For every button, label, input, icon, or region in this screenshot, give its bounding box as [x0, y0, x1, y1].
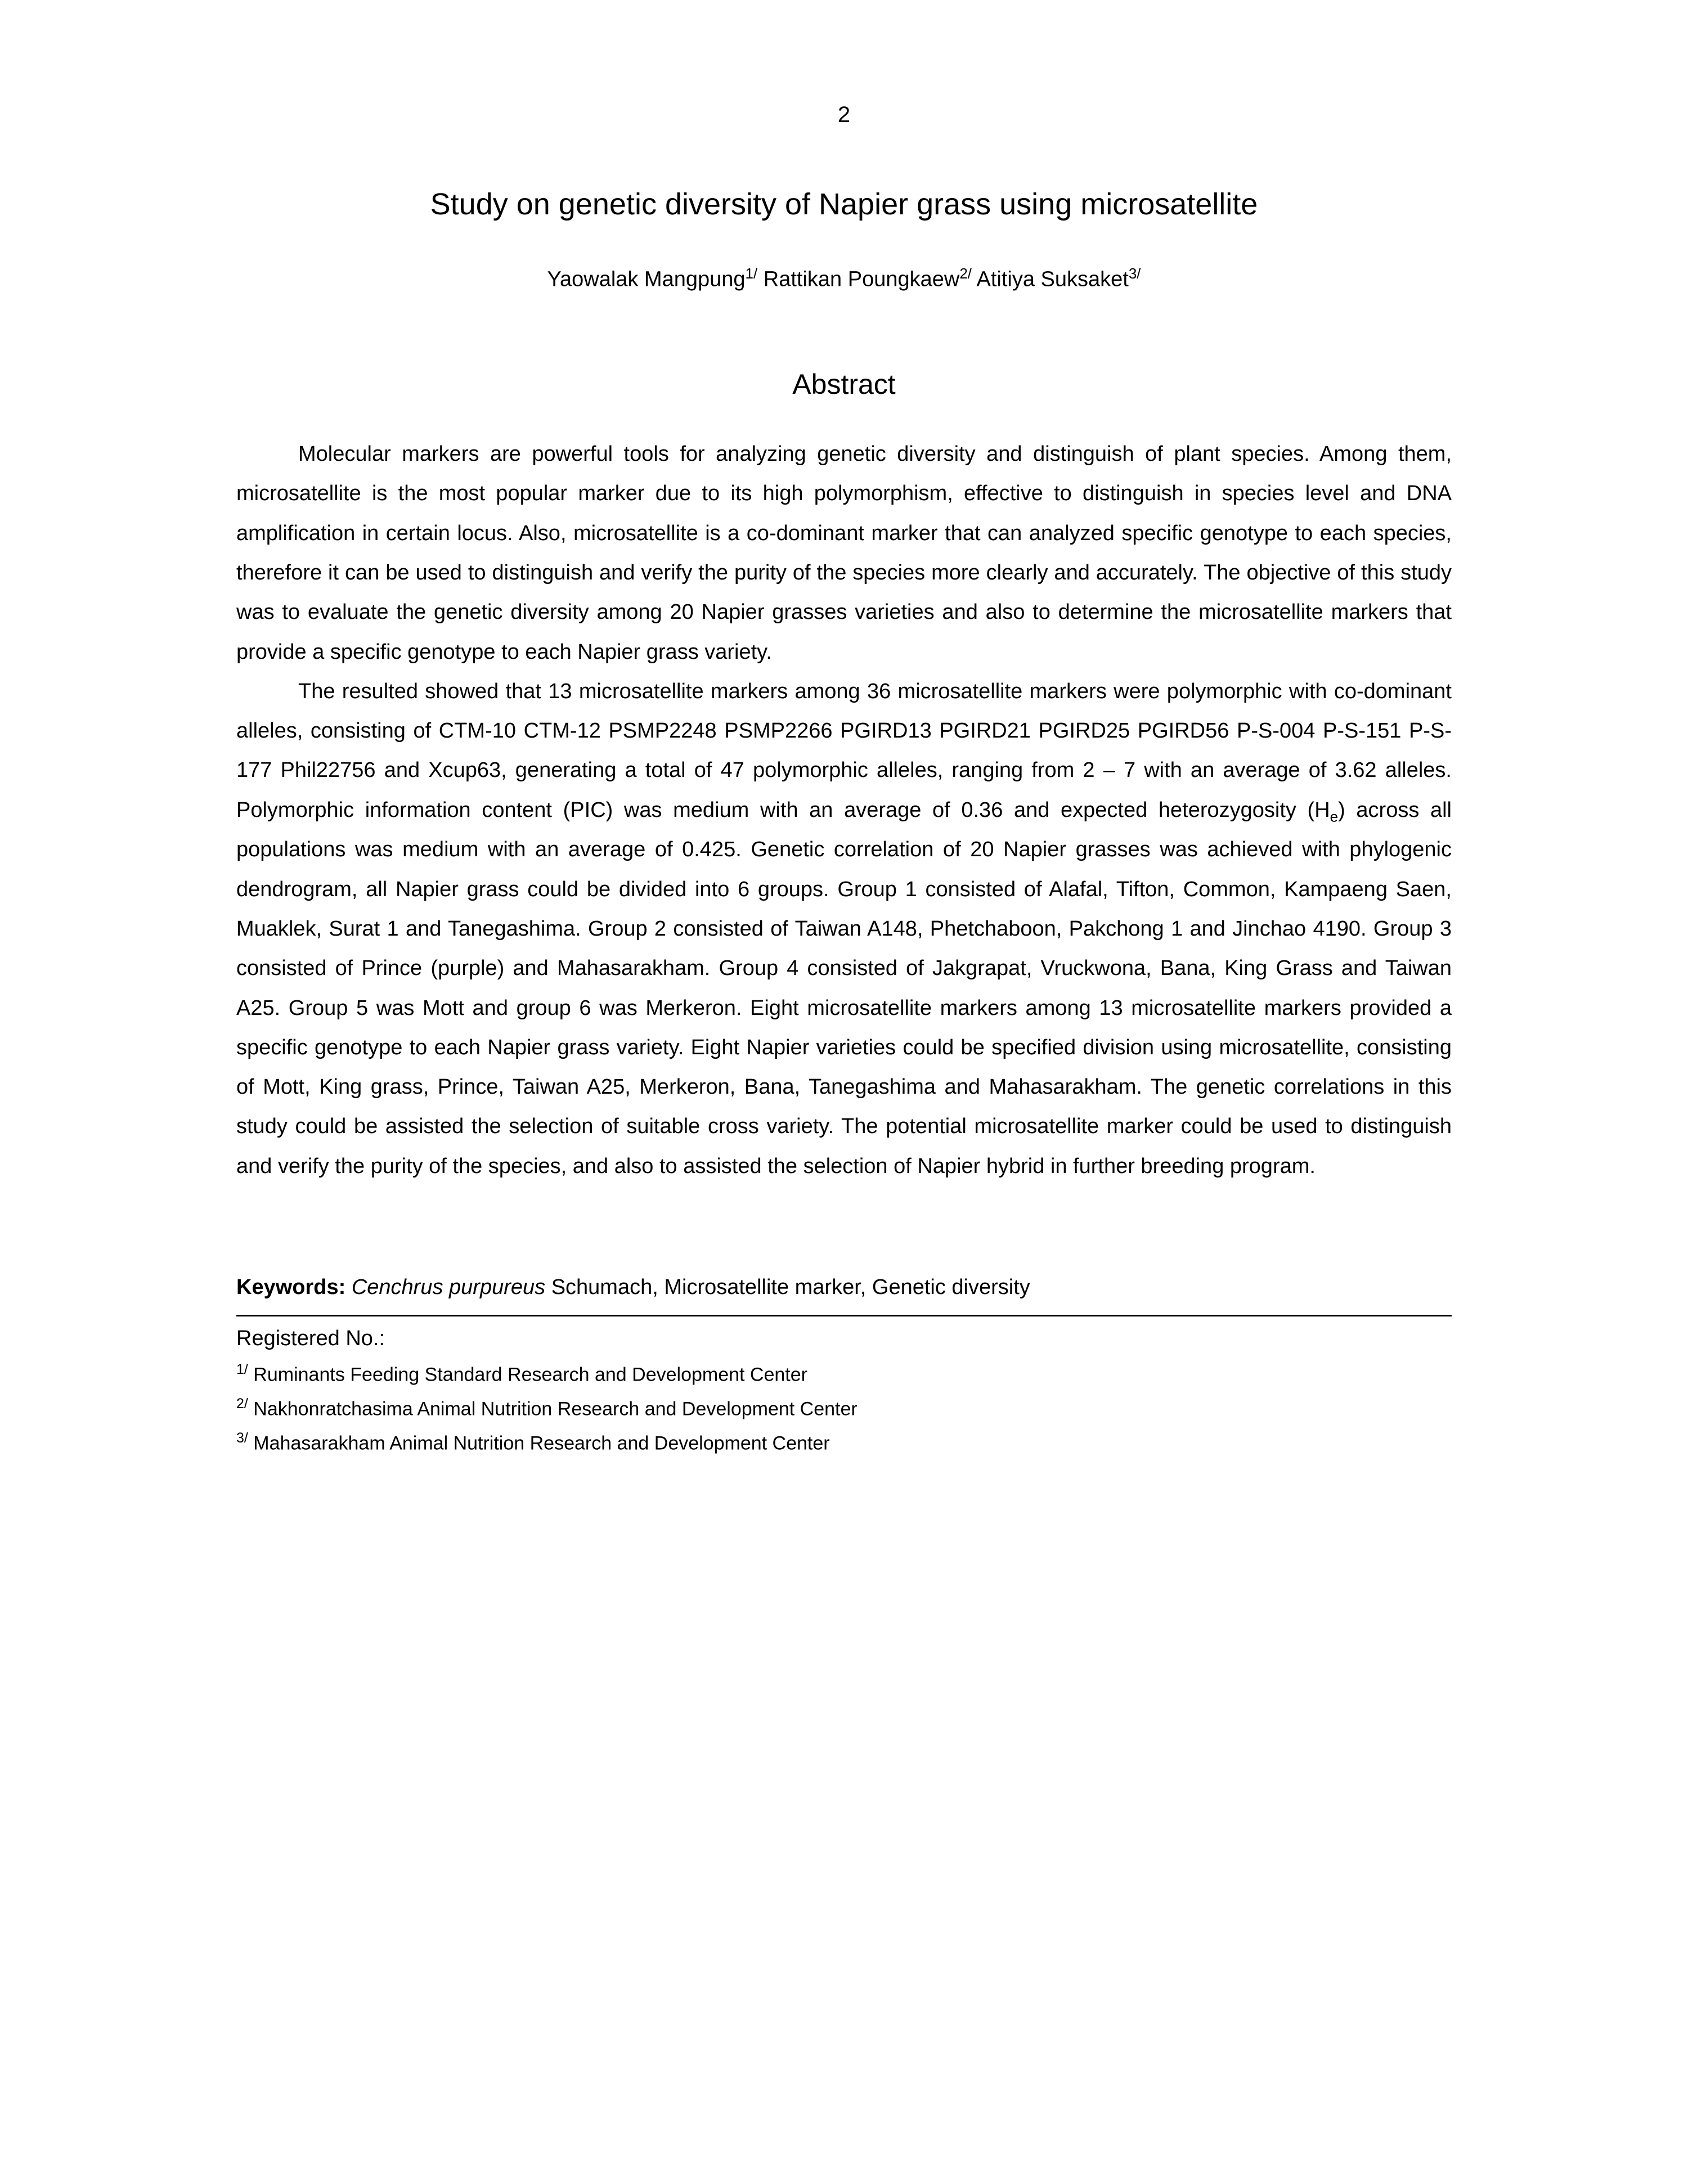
affiliation-3	[236, 1427, 1452, 1458]
page-title: Study on genetic diversity of Napier grass using microsatellite	[430, 187, 1258, 221]
keywords-line	[236, 1270, 1452, 1305]
keywords-rest: Schumach, Microsatellite marker, Genetic diversity	[545, 1275, 1030, 1300]
affiliation-2	[236, 1393, 1452, 1424]
abstract-paragraph-2	[236, 672, 1452, 1186]
page-number: 2	[837, 102, 851, 127]
author-3-name: Atitiya Suksaket	[972, 267, 1129, 291]
author-1-name: Yaowalak Mangpung	[547, 267, 746, 291]
keywords-label: Keywords:	[236, 1275, 346, 1300]
author-1-marker: 1/	[745, 265, 758, 282]
author-2-name: Rattikan Poungkaew	[757, 267, 960, 291]
abstract-paragraph-2-part-1: The resulted showed that 13 microsatellite markers among 36 microsatellite markers were polymorphic with co-dominant alleles, consisting of CTM-10 CTM-12 PSMP2248 PSMP2266 PGIRD13 PGIRD21 PGIRD25 PGIRD56 P-S-004 P-S-151 P-S-177 Phil22756 and Xcup63, generating a total of 47 polymorphic alleles, ranging from 2 – 7 with an average of 3.62 alleles. Polymorphic information content (PIC) was medium with an average of 0.36 and expected heterozygosity (H	[236, 679, 1452, 822]
author-3-marker: 3/	[1128, 265, 1141, 282]
affiliation-1	[236, 1359, 1452, 1390]
registered-number-label: Registered No.:	[236, 1326, 385, 1350]
affiliation-3-text: Mahasarakham Animal Nutrition Research and Development Center	[248, 1432, 830, 1454]
abstract-paragraph-2-part-2: ) across all populations was medium with an average of 0.425. Genetic correlation of 20 Napier grasses was achieved with phylogenic dendrogram, all Napier grass could be divided into 6 groups. Group 1 consisted of Alafal, Tifton, Common, Kampaeng Saen, Muaklek, Surat 1 and Tanegashima. Group 2 consisted of Taiwan A148, Phetchaboon, Pakchong 1 and Jinchao 4190. Group 3 consisted of Prince (purple) and Mahasarakham. Group 4 consisted of Jakgrapat, Vruckwona, Bana, King Grass and Taiwan A25. Group 5 was Mott and group 6 was Merkeron. Eight microsatellite markers among 13 microsatellite markers provided a specific genotype to each Napier grass variety. Eight Napier varieties could be specified division using microsatellite, consisting of Mott, King grass, Prince, Taiwan A25, Merkeron, Bana, Tanegashima and Mahasarakham. The genetic correlations in this study could be assisted the selection of suitable cross variety. The potential microsatellite marker could be used to distinguish and verify the purity of the species, and also to assisted the selection of Napier hybrid in further breeding program.	[236, 798, 1452, 1178]
author-list	[236, 263, 1452, 295]
author-2-marker: 2/	[959, 265, 972, 282]
affiliation-2-marker: 2/	[236, 1395, 248, 1412]
abstract-paragraph-1: Molecular markers are powerful tools for analyzing genetic diversity and distinguish of plant species. Among them, microsatellite is the most popular marker due to its high polymorphism, effective to distinguish in species level and DNA amplification in certain locus. Also, microsatellite is a co-dominant marker that can analyzed specific genotype to each species, therefore it can be used to distinguish and verify the purity of the species more clearly and accurately. The objective of this study was to evaluate the genetic diversity among 20 Napier grasses varieties and also to determine the microsatellite markers that provide a specific genotype to each Napier grass variety.	[236, 442, 1452, 664]
affiliation-3-marker: 3/	[236, 1430, 248, 1446]
affiliation-1-marker: 1/	[236, 1361, 248, 1377]
affiliation-1-text: Ruminants Feeding Standard Research and Development Center	[248, 1364, 807, 1386]
footnote-divider	[236, 1315, 1452, 1316]
abstract-heading: Abstract	[792, 369, 896, 401]
keywords-species: Cenchrus purpureus	[345, 1275, 546, 1300]
abstract-subscript-e: e	[1330, 808, 1339, 825]
affiliation-2-text: Nakhonratchasima Animal Nutrition Research and Development Center	[248, 1398, 858, 1420]
